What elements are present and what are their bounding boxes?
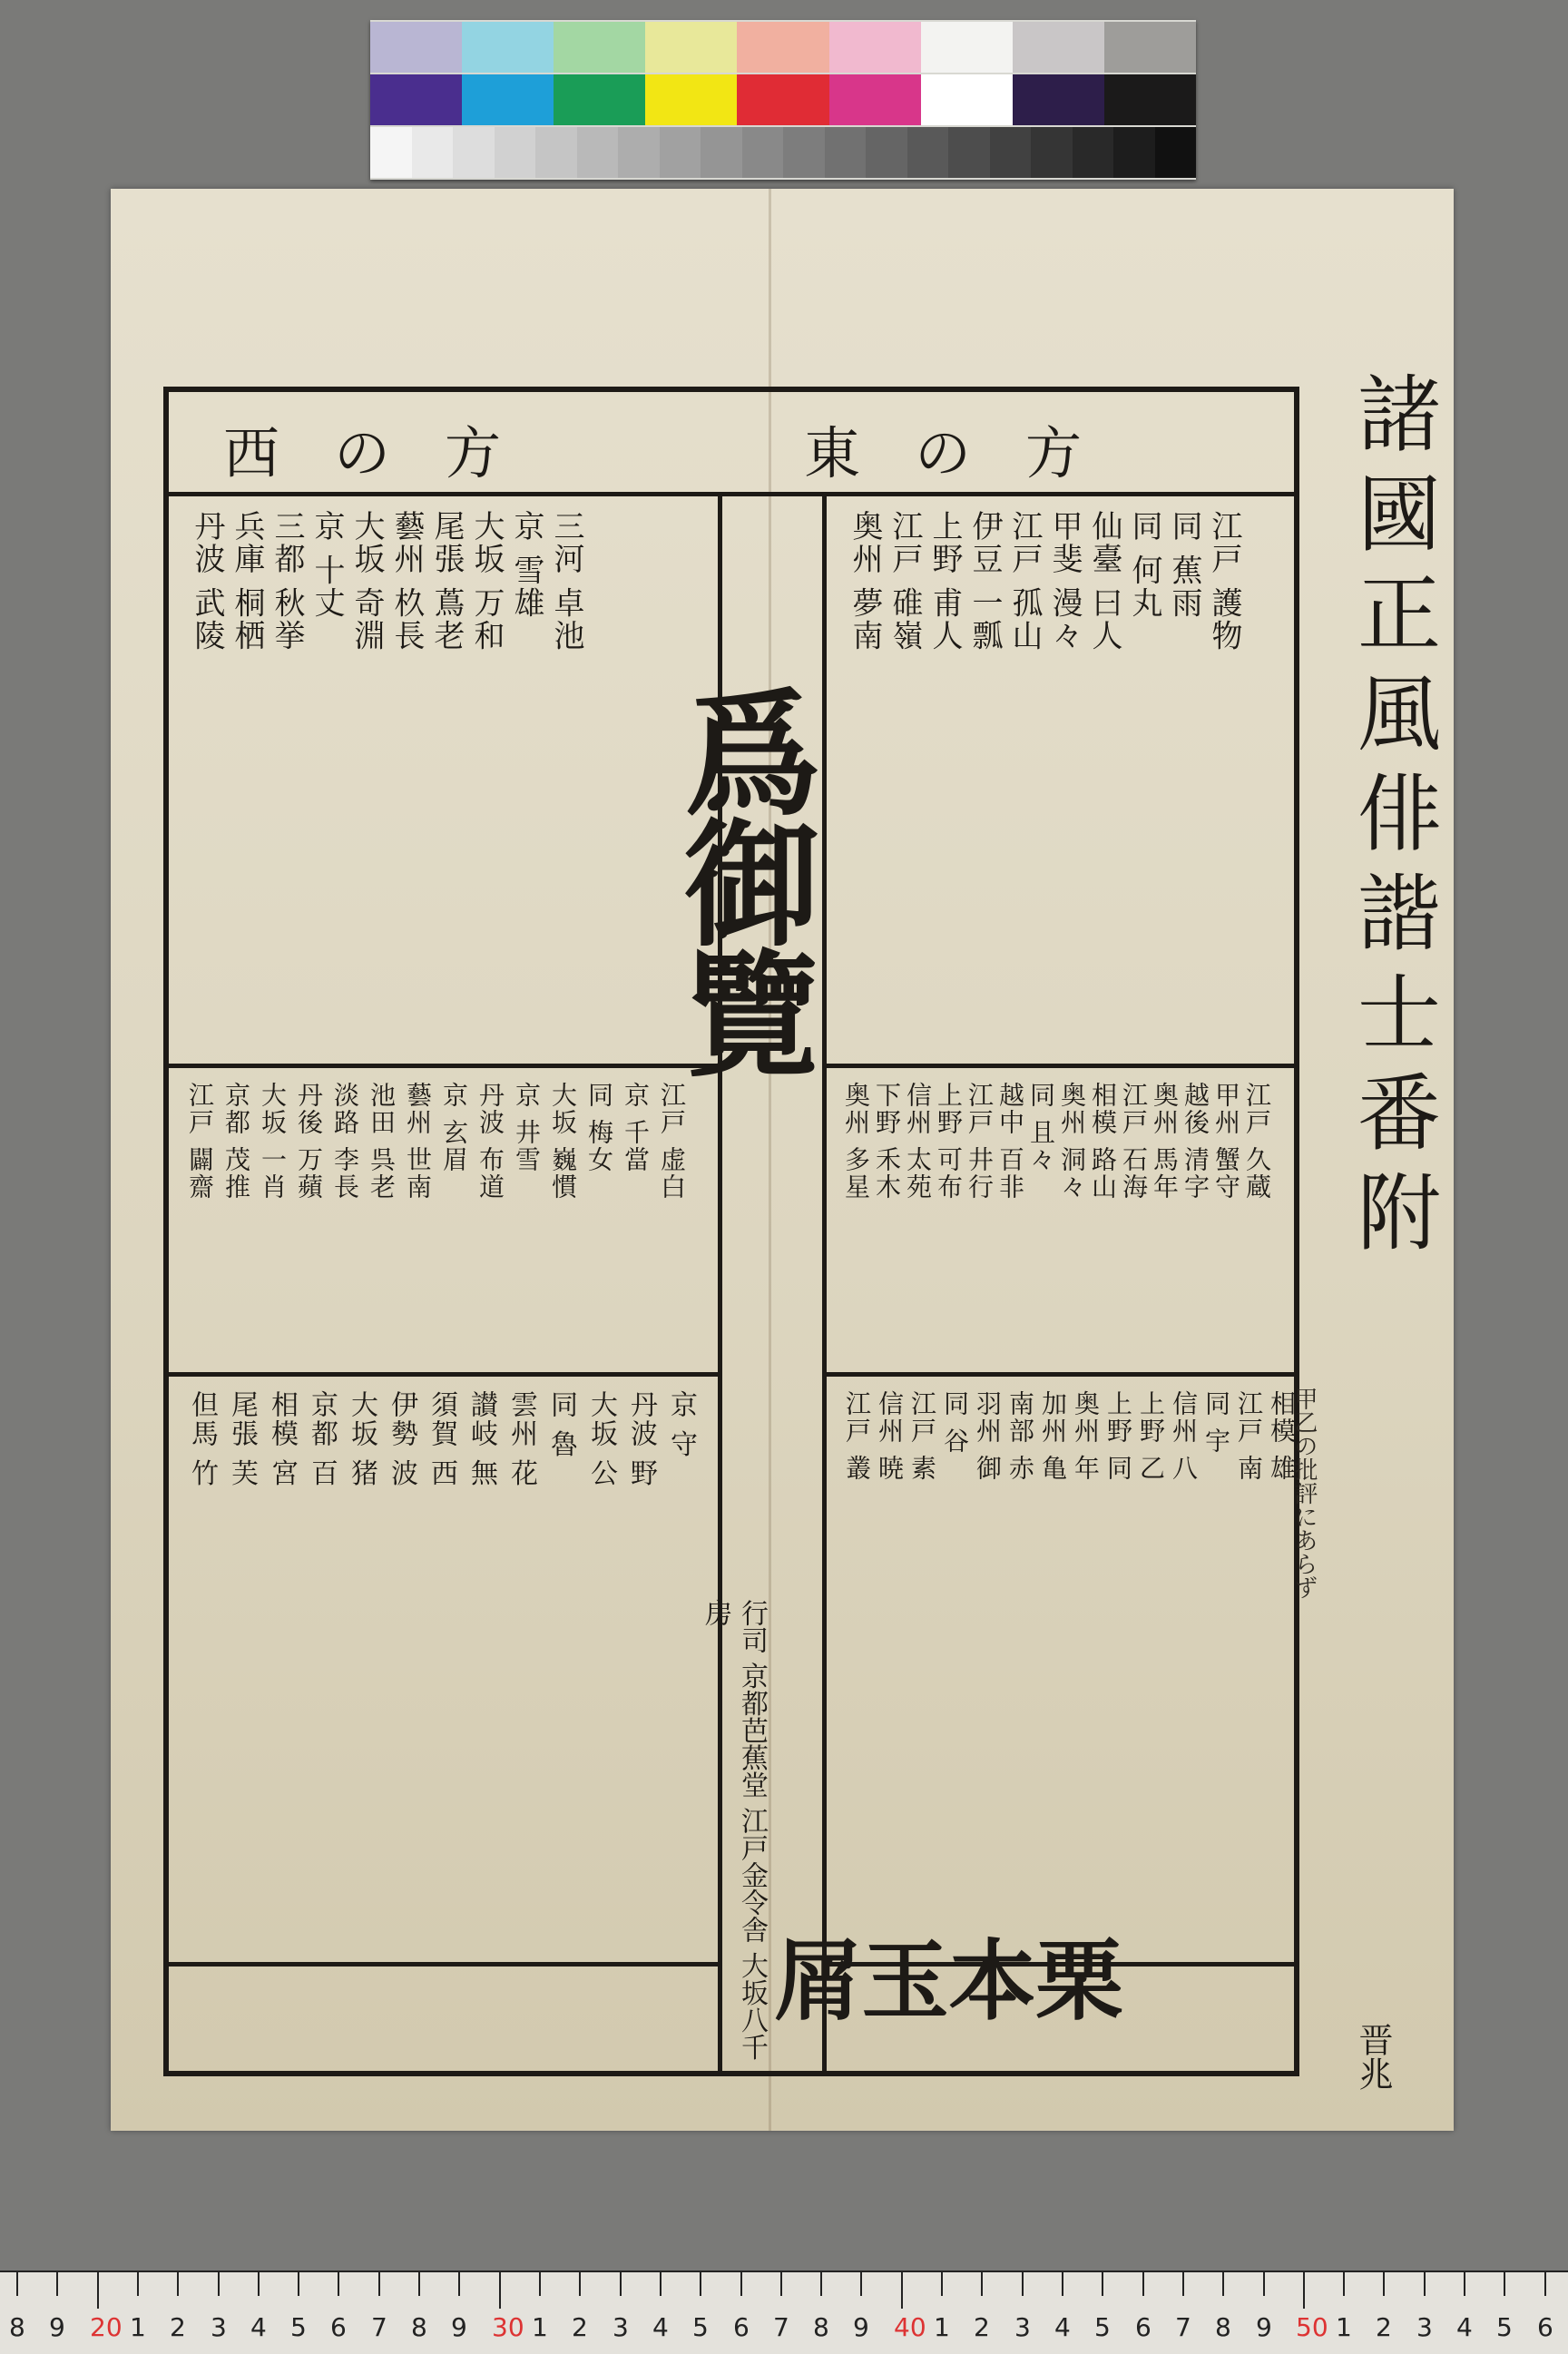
ruler-label: 3 bbox=[1014, 2312, 1031, 2342]
swatch-saturated-2 bbox=[554, 74, 645, 125]
ruler-tick bbox=[820, 2272, 822, 2296]
ruler-label: 2 bbox=[974, 2312, 990, 2342]
poet-entry: 江戸 久蔵 bbox=[1242, 1082, 1272, 1201]
ruler-tick bbox=[780, 2272, 782, 2296]
ruler-tick bbox=[1383, 2272, 1385, 2296]
poet-entry: 須賀 西 bbox=[426, 1390, 457, 1488]
poet-entry: 淡路 李長 bbox=[330, 1082, 360, 1201]
ruler-label: 2 bbox=[1376, 2312, 1392, 2342]
poet-entry: 京 雪雄 bbox=[508, 510, 544, 620]
poet-entry: 同 且々 bbox=[1026, 1082, 1056, 1173]
ruler-label: 8 bbox=[813, 2312, 829, 2342]
gray-step-7 bbox=[660, 127, 701, 178]
ruler-tick bbox=[1102, 2272, 1103, 2296]
gray-step-15 bbox=[990, 127, 1032, 178]
gray-step-3 bbox=[495, 127, 536, 178]
poet-entry: 同 蕉雨 bbox=[1166, 510, 1202, 620]
poet-entry: 相模 路山 bbox=[1088, 1082, 1118, 1201]
gray-step-12 bbox=[866, 127, 907, 178]
rule-west-3 bbox=[169, 1962, 718, 1967]
ruler-tick bbox=[740, 2272, 742, 2296]
poet-entry: 大坂 一肖 bbox=[258, 1082, 288, 1201]
poet-entry: 藝州 世南 bbox=[403, 1082, 433, 1201]
poet-entry: 江戸 井行 bbox=[965, 1082, 995, 1201]
poet-entry: 仙臺 曰人 bbox=[1086, 510, 1122, 652]
ruler-tick bbox=[97, 2272, 99, 2309]
swatch-saturated-3 bbox=[645, 74, 737, 125]
rule-east-2 bbox=[827, 1372, 1294, 1377]
gray-step-16 bbox=[1031, 127, 1073, 178]
ruler-tick bbox=[539, 2272, 541, 2296]
poet-entry: 同 何丸 bbox=[1126, 510, 1162, 620]
poet-entry: 信州 太苑 bbox=[903, 1082, 933, 1201]
poet-entry: 奥州 多星 bbox=[841, 1082, 871, 1201]
poet-entry: 甲州 蟹守 bbox=[1211, 1082, 1241, 1201]
ruler-tick bbox=[16, 2272, 18, 2296]
poet-entry: 奥州 馬年 bbox=[1150, 1082, 1180, 1201]
ruler-label: 6 bbox=[733, 2312, 750, 2342]
poet-entry: 越後 清字 bbox=[1181, 1082, 1210, 1201]
ruler-label: 30 bbox=[492, 2312, 524, 2342]
ruler-tick bbox=[458, 2272, 460, 2296]
poet-entry: 京 十丈 bbox=[309, 510, 345, 620]
ruler-tick bbox=[1464, 2272, 1465, 2296]
ruler-label: 2 bbox=[170, 2312, 186, 2342]
poet-entry: 三都 秋挙 bbox=[269, 510, 305, 652]
ruler-tick bbox=[1303, 2272, 1305, 2309]
swatch-saturated-4 bbox=[737, 74, 828, 125]
ruler-tick bbox=[177, 2272, 179, 2296]
poet-entry: 江戸 叢 bbox=[842, 1390, 872, 1482]
poet-entry: 信州 暁 bbox=[875, 1390, 905, 1482]
gray-step-14 bbox=[948, 127, 990, 178]
swatch-light-0 bbox=[370, 22, 462, 73]
heading-east: 東の方 bbox=[804, 420, 1137, 486]
ruler-tick bbox=[1263, 2272, 1265, 2296]
ruler-label: 7 bbox=[371, 2312, 387, 2342]
ruler-label: 50 bbox=[1296, 2312, 1328, 2342]
swatch-light-4 bbox=[737, 22, 828, 73]
poet-entry: 同 宇 bbox=[1201, 1390, 1231, 1455]
poet-entry: 甲斐 漫々 bbox=[1046, 510, 1083, 652]
gray-step-13 bbox=[907, 127, 949, 178]
ruler-tick bbox=[660, 2272, 662, 2296]
poet-entry: 尾張 蔦老 bbox=[428, 510, 465, 652]
ruler-label: 4 bbox=[1456, 2312, 1473, 2342]
ruler-label: 8 bbox=[1215, 2312, 1231, 2342]
poet-entry: 京都 百 bbox=[306, 1390, 338, 1488]
gray-step-2 bbox=[453, 127, 495, 178]
poet-entry: 京 井雪 bbox=[512, 1082, 542, 1173]
poet-entry: 大坂 猪 bbox=[346, 1390, 377, 1488]
ruler-label: 8 bbox=[411, 2312, 427, 2342]
poet-entry: 加州 亀 bbox=[1038, 1390, 1068, 1482]
poet-entry: 丹波 野 bbox=[625, 1390, 657, 1488]
poet-entry: 池田 呉老 bbox=[367, 1082, 397, 1201]
poet-entry: 江戸 闢齋 bbox=[185, 1082, 215, 1201]
poet-entry: 丹波 武陵 bbox=[189, 510, 225, 652]
rule-east-1 bbox=[827, 1064, 1294, 1068]
poet-entry: 京 守 bbox=[665, 1390, 697, 1459]
ruler-tick bbox=[137, 2272, 139, 2296]
poet-entry: 伊勢 波 bbox=[386, 1390, 417, 1488]
poet-entry: 羽州 御 bbox=[973, 1390, 1003, 1482]
poet-entry: 江戸 石海 bbox=[1119, 1082, 1149, 1201]
poet-entry: 大坂 巍慣 bbox=[548, 1082, 578, 1201]
poet-entry: 江戸 碓嶺 bbox=[887, 510, 923, 652]
poet-entry: 大坂 奇淵 bbox=[348, 510, 385, 652]
ruler-label: 9 bbox=[853, 2312, 869, 2342]
gray-step-19 bbox=[1155, 127, 1197, 178]
gray-step-6 bbox=[618, 127, 660, 178]
ruler-label: 6 bbox=[330, 2312, 347, 2342]
ruler-tick bbox=[1142, 2272, 1144, 2296]
poet-entry: 相模 宮 bbox=[266, 1390, 298, 1488]
ruler-label: 5 bbox=[1496, 2312, 1513, 2342]
swatch-row-light bbox=[370, 22, 1196, 73]
poet-entry: 大坂 公 bbox=[585, 1390, 617, 1488]
swatch-light-7 bbox=[1013, 22, 1104, 73]
ruler-tick bbox=[1022, 2272, 1024, 2296]
ruler-label: 40 bbox=[894, 2312, 926, 2342]
ruler-label: 3 bbox=[612, 2312, 629, 2342]
ruler-tick bbox=[1544, 2272, 1546, 2296]
ruler-label: 4 bbox=[1054, 2312, 1071, 2342]
poet-entry: 信州 八 bbox=[1169, 1390, 1199, 1482]
poet-entry: 同 谷 bbox=[940, 1390, 970, 1455]
ruler-label: 1 bbox=[532, 2312, 548, 2342]
document-title: 諸國正風俳諧士番附 bbox=[1344, 370, 1441, 1269]
poet-entry: 越中 百非 bbox=[995, 1082, 1025, 1201]
ruler-tick bbox=[620, 2272, 622, 2296]
ruler-label: 9 bbox=[49, 2312, 65, 2342]
color-calibration-card bbox=[370, 20, 1196, 180]
center-title: 爲御覽 bbox=[661, 682, 820, 1074]
ruler-label: 1 bbox=[934, 2312, 950, 2342]
swatch-saturated-7 bbox=[1013, 74, 1104, 125]
publisher-stamp: 栗本玉屑 bbox=[760, 1935, 1124, 2022]
swatch-light-1 bbox=[462, 22, 554, 73]
east-lower-list bbox=[840, 1390, 1298, 1663]
swatch-saturated-8 bbox=[1104, 74, 1196, 125]
poet-entry: 江戸 南 bbox=[1234, 1390, 1264, 1482]
east-upper-list bbox=[845, 510, 1244, 1036]
ruler-label: 2 bbox=[572, 2312, 588, 2342]
ruler-label: 1 bbox=[1336, 2312, 1352, 2342]
signature: 晋兆 bbox=[1353, 2022, 1393, 2091]
swatch-light-5 bbox=[829, 22, 921, 73]
poet-entry: 大坂 万和 bbox=[468, 510, 505, 652]
ruler-label: 4 bbox=[250, 2312, 267, 2342]
swatch-saturated-1 bbox=[462, 74, 554, 125]
ruler-label: 9 bbox=[451, 2312, 467, 2342]
ruler-tick bbox=[700, 2272, 701, 2296]
ruler-label: 20 bbox=[90, 2312, 122, 2342]
swatch-saturated-0 bbox=[370, 74, 462, 125]
swatch-light-8 bbox=[1104, 22, 1196, 73]
grayscale-strip bbox=[370, 127, 1196, 178]
ruler-tick bbox=[298, 2272, 299, 2296]
rule-west-2 bbox=[169, 1372, 718, 1377]
ruler-tick bbox=[1222, 2272, 1224, 2296]
poet-entry: 三河 卓池 bbox=[548, 510, 584, 652]
heading-west: 西の方 bbox=[223, 420, 556, 486]
poet-entry: 江戸 護物 bbox=[1206, 510, 1242, 652]
poet-entry: 奥州 年 bbox=[1071, 1390, 1101, 1482]
swatch-saturated-5 bbox=[829, 74, 921, 125]
ruler-tick bbox=[418, 2272, 420, 2296]
swatch-light-6 bbox=[921, 22, 1013, 73]
poet-entry: 同 梅女 bbox=[584, 1082, 614, 1173]
side-note: 甲乙の批評にあらず bbox=[1290, 1387, 1318, 1599]
poet-entry: 奥州 夢南 bbox=[847, 510, 883, 652]
ruler-label: 3 bbox=[1416, 2312, 1433, 2342]
ruler-tick bbox=[1504, 2272, 1505, 2296]
ruler-tick bbox=[1182, 2272, 1184, 2296]
swatch-row-saturated bbox=[370, 74, 1196, 125]
poet-entry: 上野 可布 bbox=[934, 1082, 964, 1201]
ruler-label: 1 bbox=[130, 2312, 146, 2342]
gray-step-1 bbox=[412, 127, 454, 178]
poet-entry: 上野 乙 bbox=[1136, 1390, 1166, 1482]
ruler-tick bbox=[579, 2272, 581, 2296]
divider-right bbox=[822, 492, 827, 2071]
banzuke-sheet bbox=[111, 189, 1454, 2131]
gray-step-8 bbox=[701, 127, 742, 178]
poet-entry: 江戸 孤山 bbox=[1006, 510, 1043, 652]
ruler-tick bbox=[499, 2272, 501, 2309]
ruler-label: 4 bbox=[652, 2312, 669, 2342]
poet-entry: 同 魯 bbox=[545, 1390, 577, 1459]
gray-step-18 bbox=[1113, 127, 1155, 178]
poet-entry: 藝州 杦長 bbox=[388, 510, 425, 652]
gray-step-17 bbox=[1073, 127, 1114, 178]
ruler-tick bbox=[338, 2272, 339, 2296]
ruler-tick bbox=[981, 2272, 983, 2296]
ruler-tick bbox=[1062, 2272, 1063, 2296]
poet-entry: 丹波 布道 bbox=[475, 1082, 505, 1201]
ruler-tick bbox=[258, 2272, 260, 2296]
ruler-label: 7 bbox=[773, 2312, 789, 2342]
poet-entry: 江戸 素 bbox=[907, 1390, 937, 1482]
ruler-label: 8 bbox=[9, 2312, 25, 2342]
ruler-label: 5 bbox=[1094, 2312, 1111, 2342]
poet-entry: 京 玄眉 bbox=[439, 1082, 469, 1173]
gray-step-5 bbox=[577, 127, 619, 178]
ruler-tick bbox=[56, 2272, 58, 2296]
poet-entry: 讃岐 無 bbox=[466, 1390, 497, 1488]
gray-step-4 bbox=[535, 127, 577, 178]
measurement-ruler bbox=[0, 2271, 1568, 2354]
poet-entry: 奥州 洞々 bbox=[1057, 1082, 1087, 1201]
west-upper-list bbox=[187, 510, 586, 1036]
ruler-label: 6 bbox=[1537, 2312, 1553, 2342]
ruler-label: 3 bbox=[211, 2312, 227, 2342]
poet-entry: 上野 甫人 bbox=[926, 510, 963, 652]
ruler-tick bbox=[860, 2272, 862, 2296]
poet-entry: 但馬 竹 bbox=[186, 1390, 218, 1488]
heading-row bbox=[169, 392, 1294, 496]
poet-entry: 相模 雄 bbox=[1267, 1390, 1297, 1482]
ruler-tick bbox=[901, 2272, 903, 2309]
poet-entry: 丹後 万蘋 bbox=[294, 1082, 324, 1201]
ruler-tick bbox=[1343, 2272, 1345, 2296]
poet-entry: 京 千當 bbox=[621, 1082, 651, 1173]
poet-entry: 雲州 花 bbox=[505, 1390, 537, 1488]
swatch-light-2 bbox=[554, 22, 645, 73]
poet-entry: 伊豆 一瓢 bbox=[966, 510, 1003, 652]
east-middle-list bbox=[840, 1082, 1272, 1354]
poet-entry: 上野 同 bbox=[1103, 1390, 1133, 1482]
poet-entry: 兵庫 桐栖 bbox=[229, 510, 265, 652]
poet-entry: 南部 赤 bbox=[1005, 1390, 1035, 1482]
ruler-label: 5 bbox=[692, 2312, 709, 2342]
west-middle-list bbox=[181, 1082, 690, 1354]
rule-west-1 bbox=[169, 1064, 718, 1068]
ruler-label: 9 bbox=[1256, 2312, 1272, 2342]
gray-step-0 bbox=[370, 127, 412, 178]
west-lower-list bbox=[181, 1390, 701, 1663]
ruler-tick bbox=[378, 2272, 380, 2296]
gray-step-9 bbox=[742, 127, 784, 178]
ruler-label: 7 bbox=[1175, 2312, 1191, 2342]
poet-entry: 京都 茂推 bbox=[221, 1082, 251, 1201]
ruler-label: 5 bbox=[290, 2312, 307, 2342]
publisher-text: 行司 京都芭蕉堂 江戸金令舎 大坂八千房 bbox=[700, 1599, 768, 2061]
ruler-label: 6 bbox=[1135, 2312, 1152, 2342]
ruler-tick bbox=[1424, 2272, 1426, 2296]
ruler-tick bbox=[218, 2272, 220, 2296]
swatch-saturated-6 bbox=[921, 74, 1013, 125]
swatch-light-3 bbox=[645, 22, 737, 73]
gray-step-10 bbox=[783, 127, 825, 178]
gray-step-11 bbox=[825, 127, 867, 178]
ruler-tick bbox=[941, 2272, 943, 2296]
poet-entry: 江戸 虚白 bbox=[657, 1082, 687, 1201]
ranking-frame bbox=[163, 387, 1299, 2076]
poet-entry: 下野 禾木 bbox=[872, 1082, 902, 1201]
poet-entry: 尾張 芙 bbox=[226, 1390, 258, 1488]
